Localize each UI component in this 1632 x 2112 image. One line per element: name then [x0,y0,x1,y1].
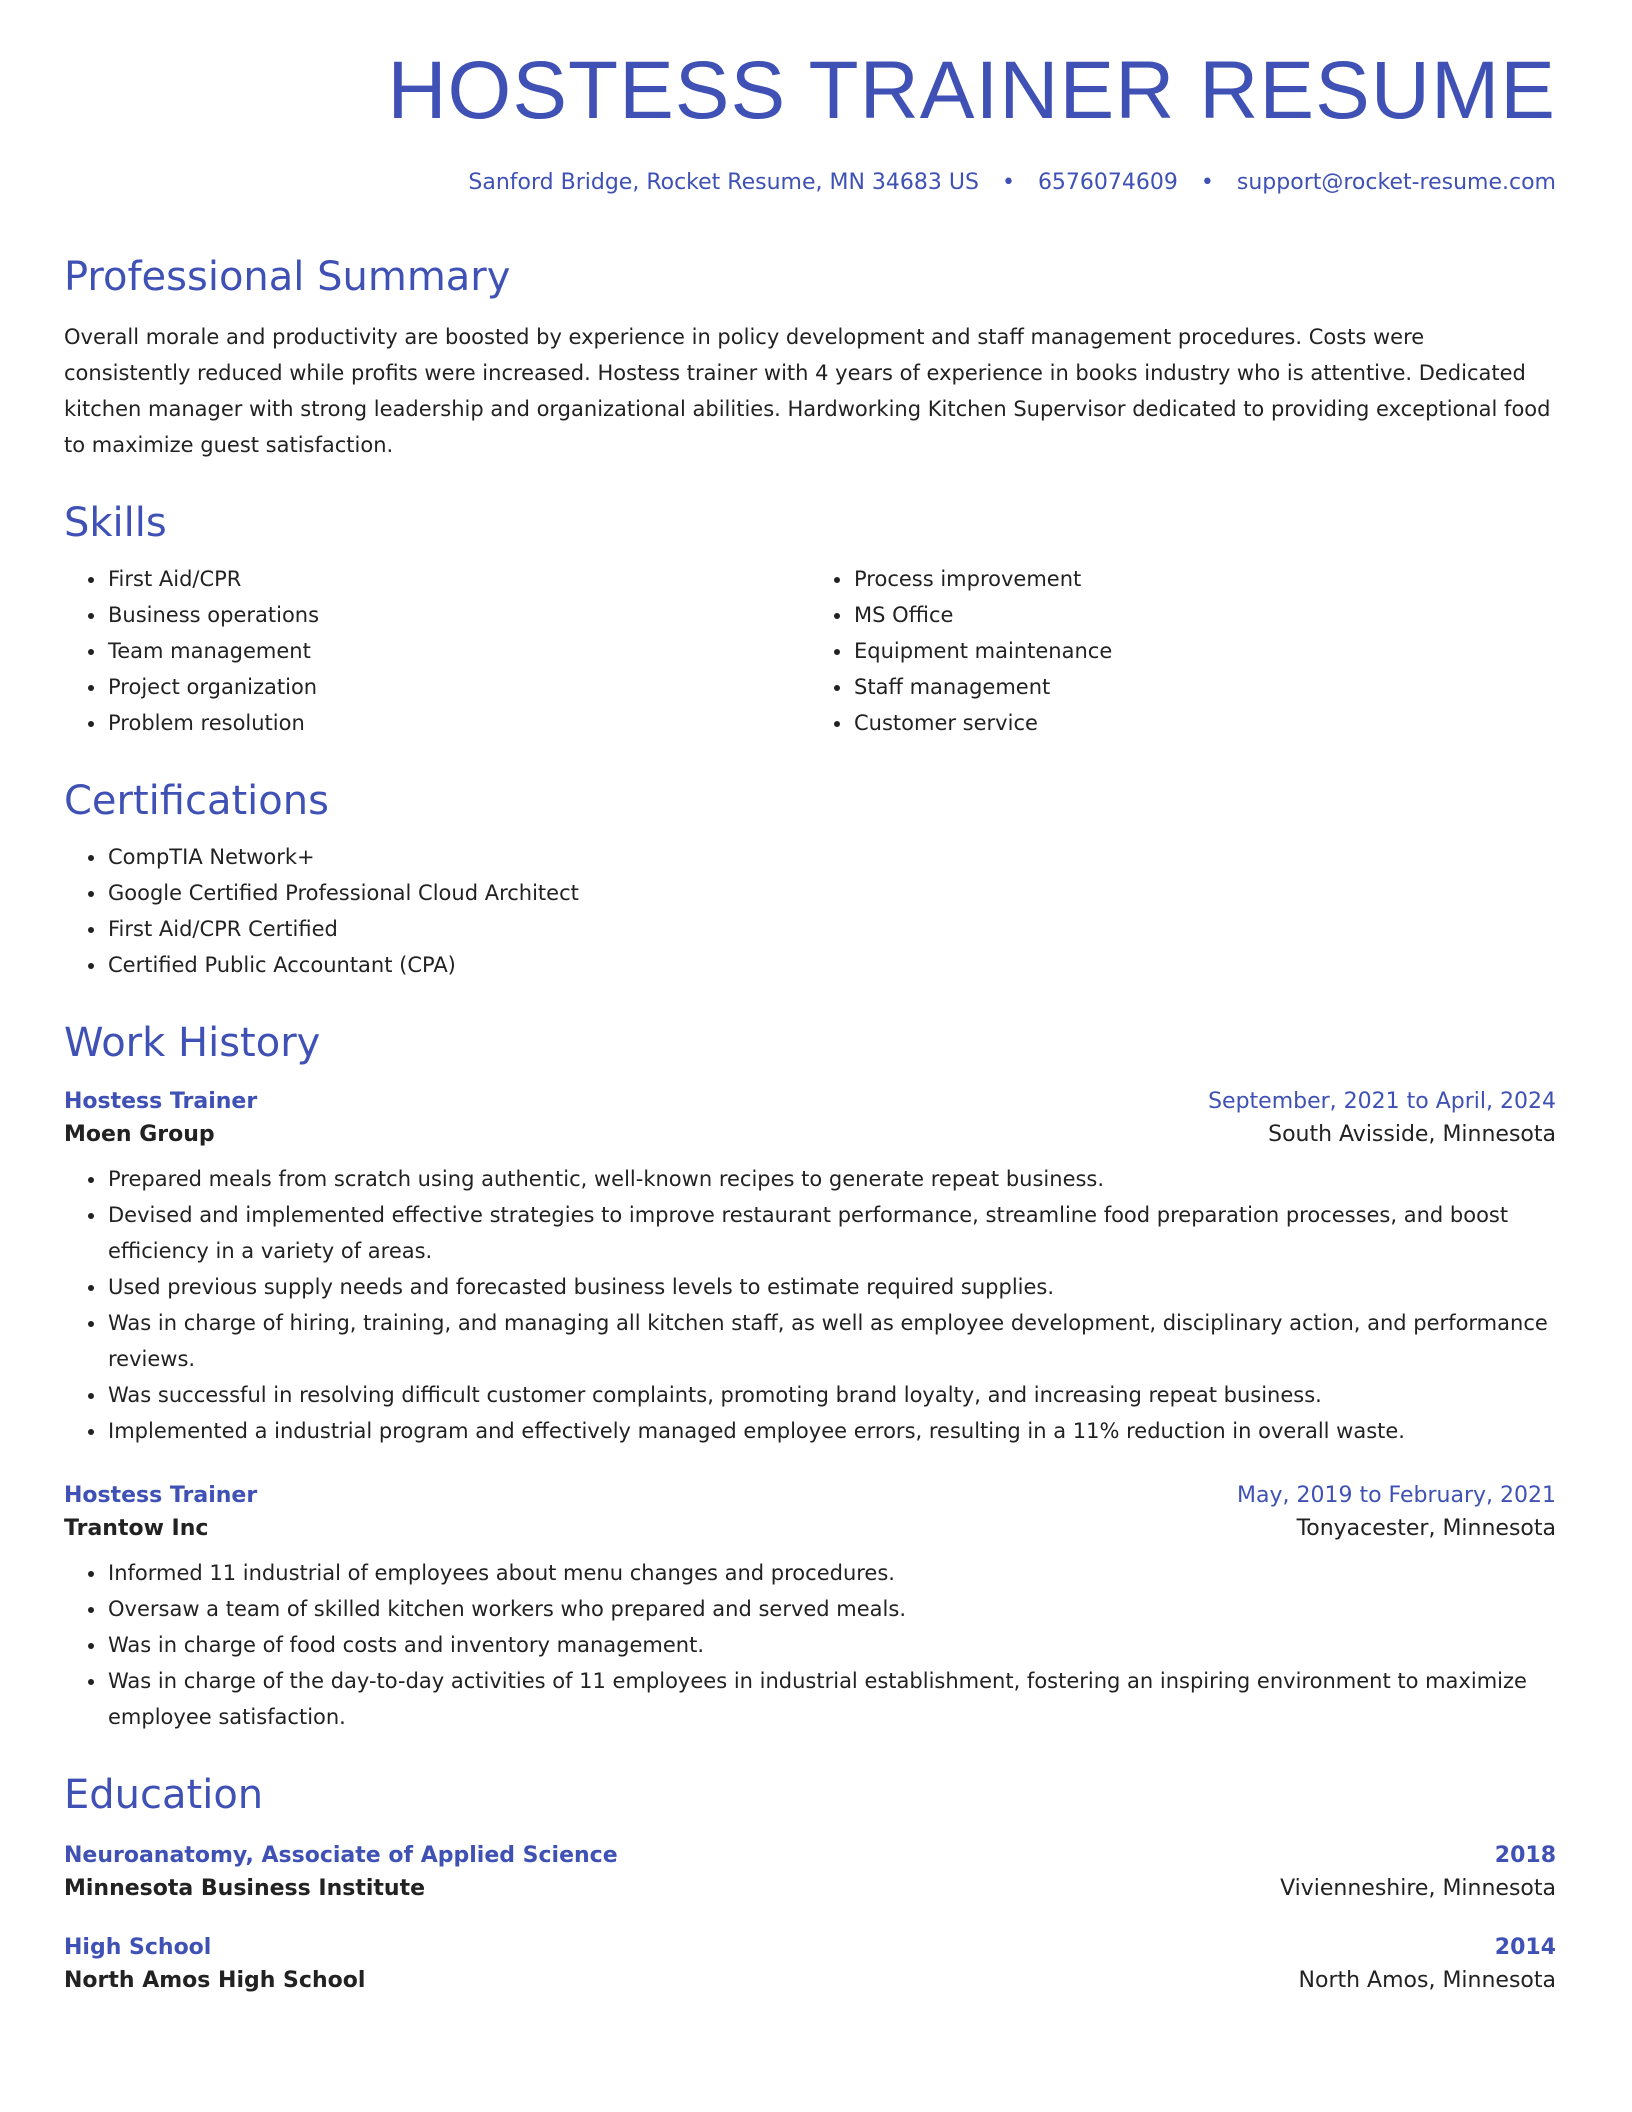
job-bullet: • Prepared meals from scratch using authentic, well-known recipes to generate repeat business. [107,1161,1556,1197]
skill-item: • Customer service [853,705,1556,741]
certification-item: • Certified Public Accountant (CPA) [107,947,1556,983]
skills-section [64,501,1556,741]
education-school: North Amos High School [64,1968,366,1993]
skill-item: • Problem resolution [107,705,810,741]
job-bullet: • Used previous supply needs and forecasted business levels to estimate required supplies. [107,1269,1556,1305]
job-company: Moen Group [64,1122,215,1147]
contact-email: support@rocket-resume.com [1236,170,1556,195]
contact-address: Sanford Bridge, Rocket Resume, MN 34683 US [468,170,979,195]
page-title: HOSTESS TRAINER RESUME [387,45,1556,136]
job-bullets [64,1555,1556,1735]
skill-item: • Process improvement [853,561,1556,597]
certification-item: • CompTIA Network+ [107,839,1556,875]
section-heading-summary: Professional Summary [64,254,511,300]
contact-separator: • [1001,170,1015,195]
resume-header [64,45,1556,195]
skill-item: • Staff management [853,669,1556,705]
job-bullet: • Implemented a industrial program and effectively managed employee errors, resulting in a 11% reduction in overall waste. [107,1413,1556,1449]
certification-item: • Google Certified Professional Cloud Architect [107,875,1556,911]
education-degree-row [64,1935,1556,1960]
section-heading-certifications: Certifications [64,778,329,824]
skill-item: • First Aid/CPR [107,561,810,597]
job-title-row [64,1483,1556,1508]
education-location: Vivienneshire, Minnesota [1280,1876,1556,1901]
skills-list-right [810,561,1556,741]
job-bullet: • Informed 11 industrial of employees about menu changes and procedures. [107,1555,1556,1591]
job-bullets [64,1161,1556,1449]
job-dates: September, 2021 to April, 2024 [1208,1089,1556,1114]
job-role: Hostess Trainer [64,1089,258,1114]
skill-item: • Business operations [107,597,810,633]
certifications-list [64,839,1556,983]
job-bullet: • Oversaw a team of skilled kitchen workers who prepared and served meals. [107,1591,1556,1627]
job-bullet: • Devised and implemented effective strategies to improve restaurant performance, streamline food preparation processes, and boost efficiency in a variety of areas. [107,1197,1556,1269]
job-dates: May, 2019 to February, 2021 [1237,1483,1556,1508]
skill-item: • Project organization [107,669,810,705]
job-company-row [64,1516,1556,1541]
education-degree: Neuroanatomy, Associate of Applied Science [64,1843,618,1868]
work-history-section [64,1021,1556,1735]
education-year: 2014 [1494,1935,1556,1960]
education-degree-row [64,1843,1556,1868]
skill-item: • MS Office [853,597,1556,633]
summary-section [64,255,1556,463]
skill-item: • Equipment maintenance [853,633,1556,669]
education-school-row [64,1968,1556,1993]
summary-text: Overall morale and productivity are boosted by experience in policy development and staff management procedures. Costs were consistently reduced while profits were increased. Hostess trainer with 4 years of experience in books industry who is attentive. Dedicated kitchen manager with strong leadership and organizational abilities. Hardworking Kitchen Supervisor dedicated to providing exceptional food to maximize guest satisfaction. [64,325,1551,457]
job-location: Tonyacester, Minnesota [1296,1516,1556,1541]
job-bullet: • Was in charge of food costs and inventory management. [107,1627,1556,1663]
certifications-section [64,779,1556,983]
job-location: South Avisside, Minnesota [1268,1122,1556,1147]
contact-separator: • [1200,170,1214,195]
contact-line [64,170,1556,195]
education-school: Minnesota Business Institute [64,1876,426,1901]
education-section [64,1773,1556,1993]
skill-item: • Team management [107,633,810,669]
certification-item: • First Aid/CPR Certified [107,911,1556,947]
job-title-row [64,1089,1556,1114]
education-entry [64,1843,1556,1901]
job-bullet: • Was in charge of hiring, training, and managing all kitchen staff, as well as employee development, disciplinary action, and performance reviews. [107,1305,1556,1377]
education-degree: High School [64,1935,212,1960]
section-heading-work: Work History [64,1020,321,1066]
job-role: Hostess Trainer [64,1483,258,1508]
skills-list-left [64,561,810,741]
education-year: 2018 [1494,1843,1556,1868]
job-entry [64,1483,1556,1735]
job-entry [64,1089,1556,1449]
section-heading-skills: Skills [64,500,167,546]
job-company: Trantow Inc [64,1516,209,1541]
section-heading-education: Education [64,1772,264,1818]
resume-page [64,45,1556,1993]
education-entry [64,1935,1556,1993]
job-bullet: • Was in charge of the day-to-day activities of 11 employees in industrial establishment, fostering an inspiring environment to maximize employee satisfaction. [107,1663,1556,1735]
job-company-row [64,1122,1556,1147]
skills-columns [64,561,1556,741]
education-school-row [64,1876,1556,1901]
job-bullet: • Was successful in resolving difficult customer complaints, promoting brand loyalty, and increasing repeat business. [107,1377,1556,1413]
education-location: North Amos, Minnesota [1298,1968,1556,1993]
contact-phone: 6576074609 [1037,170,1178,195]
